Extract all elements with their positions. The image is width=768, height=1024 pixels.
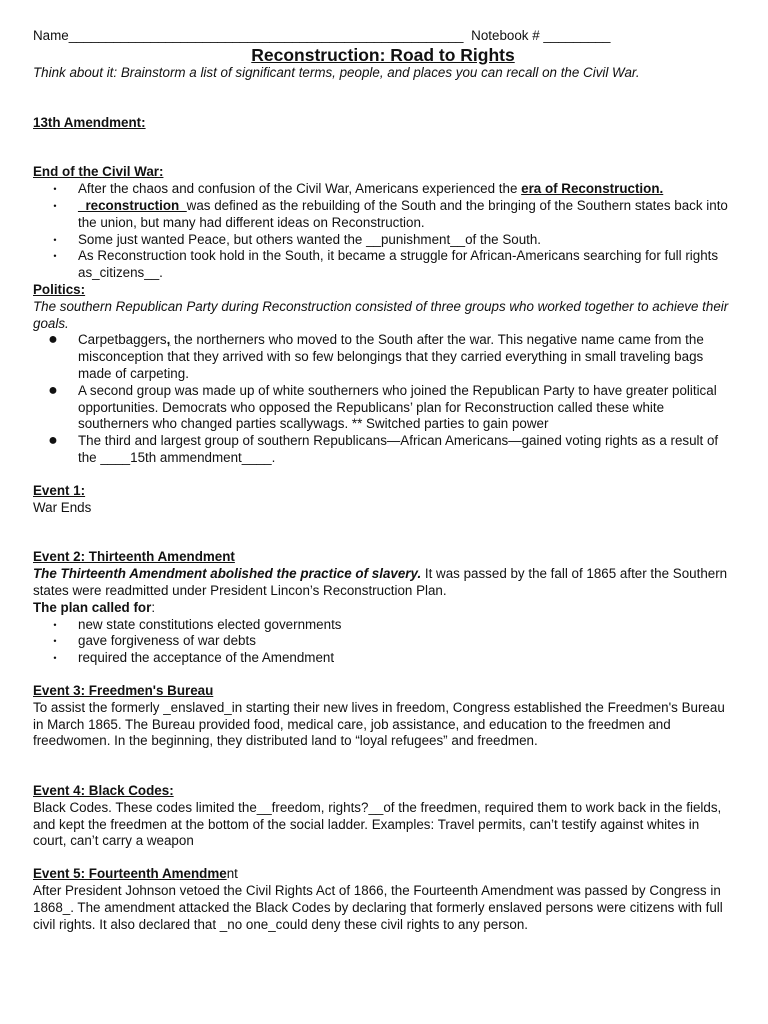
politics-heading: Politics:	[33, 281, 86, 297]
event2-heading: Event 2: Thirteenth Amendment	[33, 549, 235, 565]
politics-intro: The southern Republican Party during Reconstruction consisted of three groups who worked together to achieve their goals.	[33, 298, 729, 331]
plan-list	[33, 617, 733, 667]
bullet-icon: •	[53, 619, 57, 630]
plan-label: The plan called for:	[33, 599, 156, 615]
event4-heading: Event 4: Black Codes:	[33, 783, 174, 799]
list-item: • As Reconstruction took hold in the South, it became a struggle for African-Americans searching for full rights as_citizens__.	[33, 248, 733, 282]
event4-text: Black Codes. These codes limited the__freedom, rights?__of the freedmen, required them to work back in the fields, and kept the freedmen at the bottom of the social ladder. Examples: Travel permits, can’t testify against whites in court, can’t carry a weapon	[33, 799, 722, 849]
name-field-label[interactable]: Name_____________________________________________________	[33, 28, 464, 43]
brainstorm-prompt: Think about it: Brainstorm a list of significant terms, people, and places you can recall on the Civil War.	[33, 64, 640, 80]
event1-text: War Ends	[33, 499, 92, 515]
bullet-icon: •	[53, 653, 57, 664]
page-title: Reconstruction: Road to Rights	[251, 44, 515, 65]
event1-heading: Event 1:	[33, 482, 86, 498]
header-line	[33, 28, 733, 45]
politics-list	[33, 332, 733, 466]
event3-heading: Event 3: Freedmen's Bureau	[33, 682, 214, 698]
list-item: ● Carpetbaggers, the northerners who moved to the South after the war. This negative name came from the misconception that they arrived with so few belongings that they carried everything in small traveling bags made of carpeting.	[48, 331, 704, 381]
list-item: • gave forgiveness of war debts	[33, 633, 733, 650]
list-item: ● A second group was made up of white southerners who joined the Republican Party to have greater political opportunities. Democrats who opposed the Republicans’ plan for Reconstruction called these white southerners who changed parties scallywags. ** Switched parties to gain power	[48, 381, 717, 432]
list-item: • _reconstruction_was defined as the rebuilding of the South and the bringing of the Southern states back into the union, but many had different ideas on Reconstruction.	[33, 198, 733, 232]
list-item: • new state constitutions elected governments	[33, 617, 733, 634]
event5-text: After President Johnson vetoed the Civil Rights Act of 1866, the Fourteenth Amendment was passed by Congress in 1868_. The amendment attacked the Black Codes by declaring that formerly enslaved persons were citizens with full civil rights. It also declared that _no one_could deny these civil rights to any person.	[33, 883, 723, 932]
worksheet-page	[33, 28, 733, 933]
era-term: era of Reconstruction.	[521, 181, 664, 197]
event3-text: To assist the formerly _enslaved_in starting their new lives in freedom, Congress established the Freedmen's Bureau in March 1865. The Bureau provided food, medical care, job assistance, and education to the freedmen and freedwomen. In the beginning, they distributed land to “loyal refugees” and freedmen.	[33, 699, 725, 749]
reconstruction-blank: _reconstruction_	[78, 197, 187, 213]
list-item: • required the acceptance of the Amendment	[33, 650, 733, 667]
bullet-icon: ●	[48, 331, 58, 349]
bullet-icon: ●	[48, 381, 58, 399]
end-war-heading: End of the Civil War:	[33, 164, 164, 180]
bullet-icon: ●	[48, 432, 58, 450]
list-item: ● The third and largest group of southern Republicans—African Americans—gained voting rights as a result of the ____15th ammendment____.	[48, 432, 719, 465]
bullet-icon: •	[53, 251, 57, 262]
event2-text: The Thirteenth Amendment abolished the practice of slavery. It was passed by the fall of 1865 after the Southern states were readmitted under President Lincon’s Reconstruction Plan.	[33, 566, 728, 598]
bullet-icon: •	[53, 636, 57, 647]
bullet-icon: •	[53, 234, 57, 245]
amend13-heading: 13th Amendment:	[33, 114, 146, 130]
list-item: • After the chaos and confusion of the Civil War, Americans experienced the era of Reconstruction.	[33, 181, 733, 198]
event5-heading: Event 5: Fourteenth Amendment	[33, 866, 238, 882]
list-item: • Some just wanted Peace, but others wanted the __punishment__of the South.	[33, 232, 733, 249]
notebook-field-label[interactable]: Notebook # _________	[471, 28, 611, 43]
end-war-list	[33, 181, 733, 282]
bullet-icon: •	[53, 184, 57, 195]
bullet-icon: •	[53, 200, 57, 211]
